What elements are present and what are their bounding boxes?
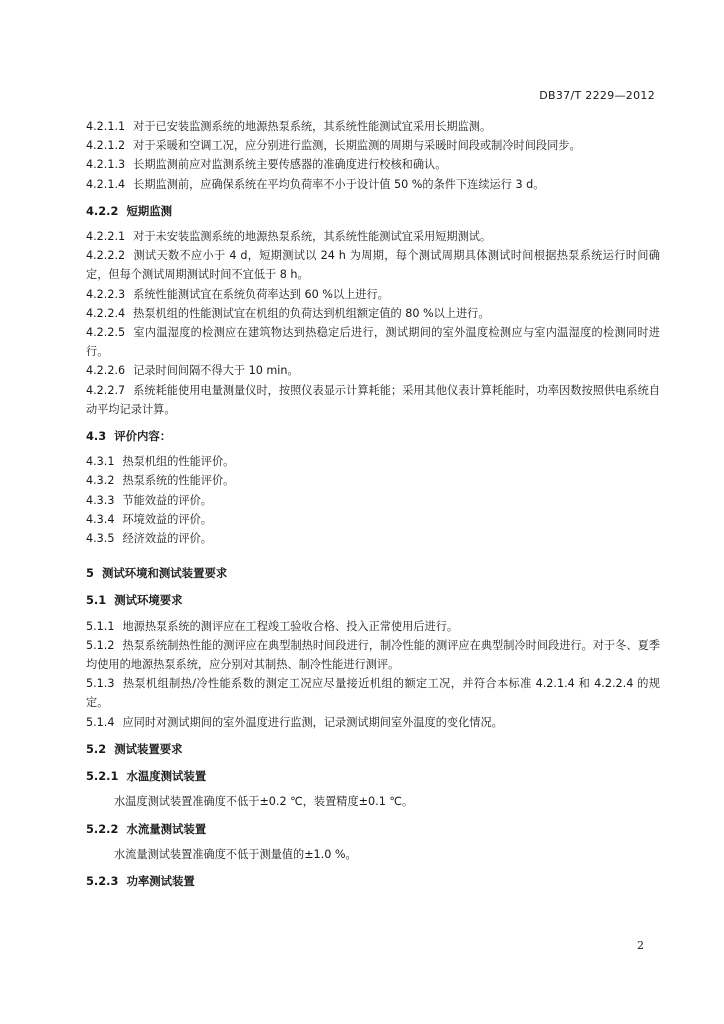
clause-text: 应同时对测试期间的室外温度进行监测，记录测试期间室外温度的变化情况。	[122, 715, 503, 729]
clause-text: 热泵机组的性能测试宜在机组的负荷达到机组额定值的 80 %以上进行。	[133, 306, 490, 320]
document-code: DB37/T 2229—2012	[539, 89, 655, 102]
clause-number: 5.2.2	[86, 821, 119, 836]
section-heading	[86, 427, 660, 446]
clause-paragraph	[86, 136, 660, 155]
clause-number: 4.3.4	[86, 512, 115, 526]
clause-text: 长期监测前，应确保系统在平均负荷率不小于设计值 50 %的条件下连续运行 3 d。	[133, 177, 545, 191]
clause-text: 水温度测试装置	[126, 769, 207, 784]
clause-text: 功率测试装置	[126, 873, 195, 888]
clause-number: 4.2.2.5	[86, 326, 126, 340]
clause-text: 水流量测试装置	[126, 821, 207, 836]
clause-paragraph	[86, 323, 660, 361]
clause-text: 水流量测试装置准确度不低于测量值的±1.0 %。	[114, 847, 357, 861]
clause-number: 4.2.2.7	[86, 383, 126, 397]
clause-number: 4.3.2	[86, 474, 115, 488]
clause-paragraph	[86, 381, 660, 419]
clause-text: 热泵机组的性能评价。	[122, 455, 235, 469]
clause-text: 记录时间间隔不得大于 10 min。	[133, 364, 299, 378]
section-heading	[86, 202, 660, 221]
clause-paragraph	[86, 246, 660, 284]
clause-text: 测试环境和测试装置要求	[101, 566, 228, 581]
clause-text: 评价内容：	[114, 429, 172, 444]
clause-paragraph	[86, 617, 660, 636]
clause-text: 对于采暖和空调工况，应分别进行监测，长期监测的周期与采暖时间段或制冷时间段同步。	[133, 139, 581, 153]
clause-paragraph	[86, 361, 660, 380]
clause-paragraph	[86, 491, 660, 510]
clause-number: 4.2.2	[86, 203, 119, 218]
clause-number: 5.2	[86, 741, 107, 756]
clause-number: 4.2.2.3	[86, 287, 126, 301]
clause-number: 4.3.1	[86, 455, 115, 469]
clause-paragraph	[86, 471, 660, 490]
clause-number: 4.3.3	[86, 493, 115, 507]
block-spacer	[86, 864, 660, 872]
clause-text: 长期监测前应对监测系统主要传感器的准确度进行校核和确认。	[133, 158, 447, 172]
clause-text: 热泵机组制热/冷性能系数的测定工况应尽量接近机组的额定工况，并符合本标准 4.2.1.4 和 4.2.2.4 的规定。	[86, 677, 660, 710]
clause-number: 4.2.2.2	[86, 249, 126, 263]
clause-number: 5.1.2	[86, 638, 115, 652]
block-spacer	[86, 419, 660, 427]
section-heading	[86, 564, 660, 583]
clause-text: 测试装置要求	[114, 741, 183, 756]
document-body	[86, 117, 660, 891]
section-heading	[86, 740, 660, 759]
clause-text: 热泵系统的性能评价。	[122, 474, 235, 488]
clause-number: 5.1.4	[86, 715, 115, 729]
clause-paragraph	[86, 452, 660, 471]
clause-number: 5.1.1	[86, 619, 115, 633]
section-heading	[86, 591, 660, 610]
block-spacer	[86, 548, 660, 564]
clause-paragraph	[86, 845, 660, 864]
clause-paragraph	[86, 636, 660, 674]
clause-text: 系统耗能使用电量测量仪时，按照仪表显示计算耗能；采用其他仪表计算耗能时，功率因数按照供电系统自动平均记录计算。	[86, 383, 660, 416]
clause-number: 4.2.2.6	[86, 364, 126, 378]
clause-number: 4.2.1.3	[86, 158, 126, 172]
clause-paragraph	[86, 175, 660, 194]
clause-text: 短期监测	[126, 203, 173, 218]
block-spacer	[86, 194, 660, 202]
section-heading	[86, 767, 660, 786]
clause-number: 5	[86, 566, 94, 581]
clause-number: 5.1	[86, 593, 107, 608]
clause-paragraph	[86, 792, 660, 811]
clause-paragraph	[86, 117, 660, 136]
clause-text: 经济效益的评价。	[122, 532, 212, 546]
clause-text: 对于已安装监测系统的地源热泵系统，其系统性能测试宜采用长期监测。	[133, 120, 492, 133]
clause-number: 4.2.1.4	[86, 177, 126, 191]
clause-paragraph	[86, 510, 660, 529]
section-heading	[86, 820, 660, 839]
clause-text: 对于未安装监测系统的地源热泵系统，其系统性能测试宜采用短期测试。	[133, 230, 492, 244]
clause-text: 节能效益的评价。	[122, 493, 212, 507]
clause-number: 4.2.2.4	[86, 306, 126, 320]
clause-paragraph	[86, 529, 660, 548]
clause-text: 测试环境要求	[114, 593, 183, 608]
page-number: 2	[637, 939, 644, 952]
block-spacer	[86, 759, 660, 767]
section-heading	[86, 872, 660, 891]
clause-text: 测试天数不应小于 4 d，短期测试以 24 h 为周期，每个测试周期具体测试时间根据热泵系统运行时间确定，但每个测试周期测试时间不宜低于 8 h。	[86, 249, 660, 282]
clause-paragraph	[86, 227, 660, 246]
clause-paragraph	[86, 674, 660, 712]
clause-text: 地源热泵系统的测评应在工程竣工验收合格、投入正常使用后进行。	[122, 619, 459, 633]
clause-text: 热泵系统制热性能的测评应在典型制热时间段进行，制冷性能的测评应在典型制冷时间段进行。对于冬、夏季均使用的地源热泵系统，应分别对其制热、制冷性能进行测评。	[86, 638, 660, 672]
clause-text: 室内温湿度的检测应在建筑物达到热稳定后进行，测试期间的室外温度检测应与室内温湿度的检测同时进行。	[86, 326, 660, 359]
clause-paragraph	[86, 713, 660, 732]
clause-text: 系统性能测试宜在系统负荷率达到 60 %以上进行。	[133, 287, 389, 301]
block-spacer	[86, 583, 660, 591]
block-spacer	[86, 732, 660, 740]
clause-text: 环境效益的评价。	[122, 512, 212, 526]
block-spacer	[86, 812, 660, 820]
clause-number: 4.3.5	[86, 532, 115, 546]
clause-number: 4.2.1.2	[86, 139, 126, 153]
clause-paragraph	[86, 285, 660, 304]
clause-paragraph	[86, 155, 660, 174]
clause-number: 5.1.3	[86, 677, 115, 691]
clause-text: 水温度测试装置准确度不低于±0.2 ℃，装置精度±0.1 ℃。	[114, 795, 414, 809]
clause-paragraph	[86, 304, 660, 323]
clause-number: 4.2.2.1	[86, 230, 126, 244]
clause-number: 4.3	[86, 429, 107, 444]
clause-number: 5.2.3	[86, 873, 119, 888]
clause-number: 4.2.1.1	[86, 120, 126, 133]
clause-number: 5.2.1	[86, 769, 119, 784]
